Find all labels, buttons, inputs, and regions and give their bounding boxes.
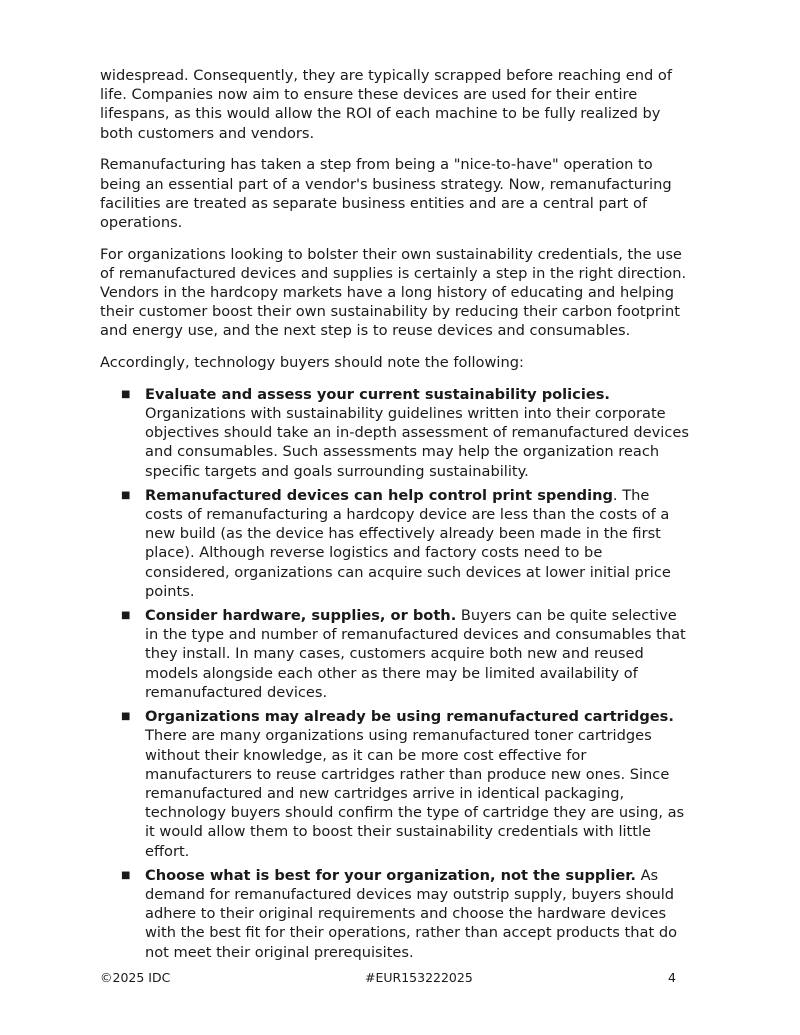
page-footer <box>100 970 676 988</box>
list-item <box>100 707 690 861</box>
bullet-lead-text: Organizations may already be using remanufactured cartridges. <box>145 708 674 726</box>
footer-document-id: #EUR153222025 <box>365 970 473 985</box>
list-item <box>100 606 690 702</box>
bullet-lead-text: Choose what is best for your organization, not the supplier. <box>145 866 636 884</box>
bullet-lead-text: Consider hardware, supplies, or both. <box>145 607 457 625</box>
bullet-body-text: Buyers can be quite selective in the type and number of remanufactured devices and consumables that they install. In many cases, customers acquire both new and reused models alongside each other as there may be limited availability of remanufactured devices. <box>145 607 686 701</box>
bullet-body-text: There are many organizations using remanufactured toner cartridges without their knowledge, as it can be more cost effective for manufacturers to reuse cartridges rather than produce new ones. Since remanufactured and new cartridges arrive in identical packaging, technology buyers should confirm the type of cartridge they are using, as it would allow them to boost their sustainability credentials with little effort. <box>145 727 685 860</box>
footer-page-number: 4 <box>668 970 676 985</box>
square-bullet-icon: ■ <box>121 869 131 881</box>
body-paragraph: Remanufacturing has taken a step from being a "nice-to-have" operation to being an essential part of a vendor's business strategy. Now, remanufacturing facilities are treated as separate business entities and are a central part of operations. <box>100 156 672 231</box>
footer-copyright: ©2025 IDC <box>100 970 171 985</box>
list-item <box>100 486 690 601</box>
body-paragraph: widespread. Consequently, they are typically scrapped before reaching end of life. Companies now aim to ensure these devices are used for their entire lifespans, as this would allow the ROI of each machine to be fully realized by both customers and vendors. <box>100 67 672 142</box>
bullet-body-text: Organizations with sustainability guidelines written into their corporate objectives should take an in-depth assessment of remanufactured devices and consumables. Such assessments may help the organization reach specific targets and goals surrounding sustainability. <box>145 405 689 480</box>
list-item <box>100 385 690 481</box>
body-paragraph: Accordingly, technology buyers should note the following: <box>100 354 524 372</box>
document-body <box>100 66 690 967</box>
bullet-lead-text: Remanufactured devices can help control print spending <box>145 486 613 504</box>
recommendation-list <box>100 385 690 962</box>
bullet-lead-text: Evaluate and assess your current sustainability policies. <box>145 385 610 403</box>
square-bullet-icon: ■ <box>121 711 131 723</box>
square-bullet-icon: ■ <box>121 610 131 622</box>
body-paragraph: For organizations looking to bolster their own sustainability credentials, the use of remanufactured devices and supplies is certainly a step in the right direction. Vendors in the hardcopy markets have a long history of educating and helping their customer boost their own sustainability by reducing their carbon footprint and energy use, and the next step is to reuse devices and consumables. <box>100 245 687 340</box>
list-item <box>100 866 690 962</box>
square-bullet-icon: ■ <box>121 489 131 501</box>
bullet-body-text: As demand for remanufactured devices may outstrip supply, buyers should adhere to their original requirements and choose the hardware devices with the best fit for their operations, rather than accept products that do not meet their original prerequisites. <box>145 866 678 961</box>
square-bullet-icon: ■ <box>121 388 131 400</box>
bullet-body-text: . The costs of remanufacturing a hardcopy device are less than the costs of a new build (as the device has effectively already been made in the first place). Although reverse logistics and factory costs need to be considered, organizations can acquire such devices at lower initial price points. <box>145 486 671 600</box>
